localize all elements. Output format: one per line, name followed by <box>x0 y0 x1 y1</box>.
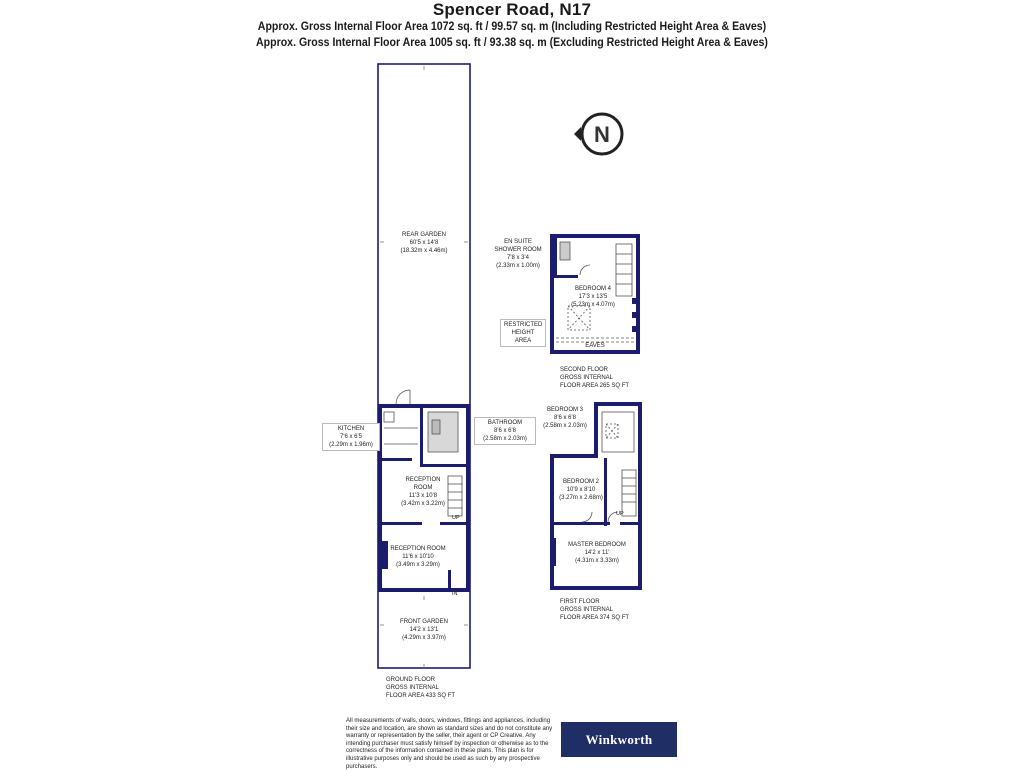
marker-up-first: UP <box>616 511 624 517</box>
second-floor-caption: SECOND FLOOR GROSS INTERNAL FLOOR AREA 265 SQ FT <box>560 367 630 389</box>
garden-outline <box>378 64 470 668</box>
page-title: Spencer Road, N17 <box>432 0 592 19</box>
label-bedroom-3: BEDROOM 3 8'6 x 6'8 (2.58m x 2.03m) <box>543 407 587 429</box>
disclaimer-text: All measurements of walls, doors, windows, fittings and appliances, including their size and location, are shown as standard sizes and do not constitute any warranty or representation by the seller, their agent or CP Creative. Any intending purchaser must satisfy himself by inspection or otherwise as to the correctness of the information contained in these plans. This plan is for illustrative purposes only and should be used as such by any prospective purchasers. <box>346 718 553 770</box>
label-front-garden: FRONT GARDEN 14'2 x 13'1 (4.29m x 3.97m) <box>400 619 448 641</box>
ground-floor-markers <box>380 66 468 668</box>
label-restricted-height: RESTRICTED HEIGHT AREA <box>500 319 546 347</box>
label-kitchen: KITCHEN 7'6 x 6'5 (2.29m x 1.96m) <box>322 423 380 451</box>
ground-floor-caption: GROUND FLOOR GROSS INTERNAL FLOOR AREA 433 SQ FT <box>386 677 456 699</box>
compass-north-icon <box>572 108 628 160</box>
compass-letter: N <box>594 122 610 147</box>
label-rear-garden: REAR GARDEN 60'5 x 14'8 (18.32m x 4.46m) <box>400 232 448 254</box>
brand-logo: Winkworth <box>561 722 677 757</box>
label-bathroom: BATHROOM 8'6 x 6'8 (2.58m x 2.03m) <box>474 417 536 445</box>
label-master-bedroom: MASTER BEDROOM 14'2 x 11' (4.31m x 3.33m) <box>568 542 626 564</box>
marker-up-ground: UP <box>452 515 460 521</box>
label-bedroom-2: BEDROOM 2 10'9 x 8'10 (3.27m x 2.68m) <box>559 479 603 501</box>
first-floor-caption: FIRST FLOOR GROSS INTERNAL FLOOR AREA 374 SQ FT <box>560 599 630 621</box>
label-eaves: EAVES <box>585 343 605 349</box>
label-reception-room-1: RECEPTION ROOM 11'3 x 10'8 (3.42m x 3.22m) <box>401 477 445 507</box>
area-excluding-eaves: Approx. Gross Internal Floor Area 1005 sq. ft / 93.38 sq. m (Excluding Restricted Height Area & Eaves) <box>256 37 768 49</box>
label-reception-room-2: RECEPTION ROOM 11'6 x 10'10 (3.49m x 3.29m) <box>390 546 446 568</box>
label-bedroom-4: BEDROOM 4 17'3 x 13'5 (5.23m x 4.07m) <box>571 286 615 308</box>
area-including-eaves: Approx. Gross Internal Floor Area 1072 sq. ft / 99.57 sq. m (Including Restricted Height Area & Eaves) <box>257 21 767 33</box>
marker-in: IN <box>452 591 458 597</box>
label-en-suite: EN SUITE SHOWER ROOM 7'8 x 3'4 (2.33m x 1.00m) <box>494 239 542 269</box>
